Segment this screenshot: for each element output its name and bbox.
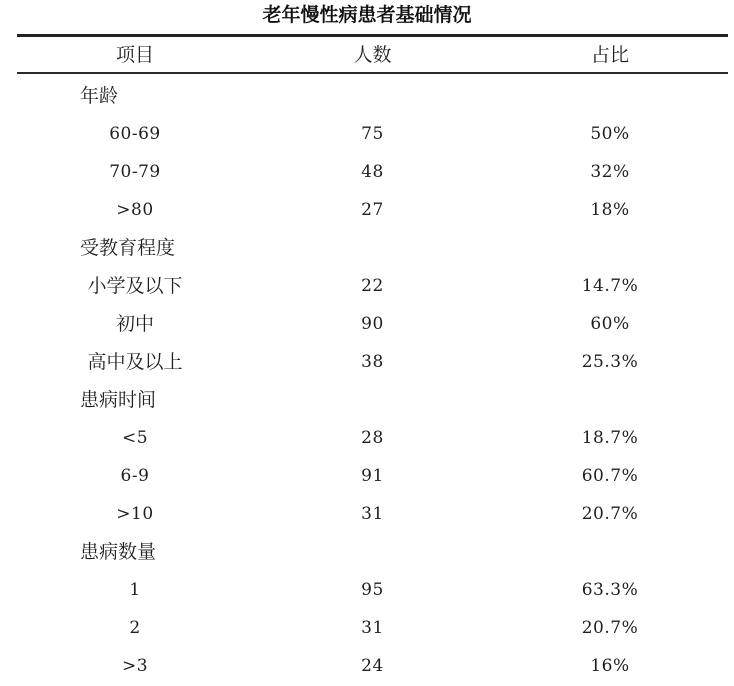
table-row (0, 572, 734, 610)
table-row-group-duration (0, 382, 734, 420)
row-count: 48 (361, 162, 384, 182)
table-row (0, 458, 734, 496)
row-count: 31 (361, 618, 384, 638)
header-ratio: 占比 (590, 44, 629, 66)
row-item: 初中 (115, 313, 154, 335)
row-ratio: 60% (590, 314, 630, 334)
row-ratio: 18% (590, 200, 630, 220)
table-row (0, 154, 734, 192)
row-count: 38 (361, 352, 384, 372)
row-count: 75 (361, 124, 384, 144)
row-count: 91 (361, 466, 384, 486)
row-ratio: 25.3% (581, 352, 639, 372)
header-item: 项目 (115, 44, 154, 66)
row-item: 60-69 (109, 124, 161, 144)
row-item: >80 (116, 200, 154, 220)
row-count: 95 (361, 580, 384, 600)
row-ratio: 63.3% (581, 580, 639, 600)
header-count: 人数 (353, 44, 392, 66)
row-item: 小学及以下 (87, 275, 183, 297)
table-row-group-disease-count (0, 534, 734, 572)
row-ratio: 50% (590, 124, 630, 144)
table-row (0, 648, 734, 686)
row-item: 2 (129, 618, 141, 638)
table-row (0, 192, 734, 230)
group-label-age: 年龄 (80, 85, 119, 107)
table-row-group-age (0, 78, 734, 116)
row-ratio: 18.7% (581, 428, 639, 448)
row-count: 90 (361, 314, 384, 334)
group-label-education: 受教育程度 (80, 237, 176, 259)
row-ratio: 32% (590, 162, 630, 182)
group-label-duration: 患病时间 (80, 389, 157, 411)
table-top-rule (17, 34, 728, 37)
table-header-row (0, 38, 734, 72)
row-item: >3 (121, 656, 149, 676)
table-title: 老年慢性病患者基础情况 (262, 4, 472, 26)
row-count: 27 (361, 200, 384, 220)
table-body (0, 78, 734, 686)
row-count: 24 (361, 656, 384, 676)
group-label-disease-count: 患病数量 (80, 541, 157, 563)
row-item: 1 (129, 580, 141, 600)
table-row-group-education (0, 230, 734, 268)
row-item: <5 (121, 428, 149, 448)
table-row (0, 420, 734, 458)
table-row (0, 268, 734, 306)
table-row (0, 344, 734, 382)
table-row (0, 496, 734, 534)
row-count: 22 (361, 276, 384, 296)
row-ratio: 14.7% (581, 276, 639, 296)
row-item: 6-9 (120, 466, 150, 486)
table-header-rule (17, 72, 728, 74)
row-item: 高中及以上 (87, 351, 183, 373)
row-ratio: 20.7% (581, 504, 639, 524)
row-ratio: 20.7% (581, 618, 639, 638)
row-count: 28 (361, 428, 384, 448)
row-ratio: 16% (590, 656, 630, 676)
table-row (0, 306, 734, 344)
row-item: >10 (116, 504, 154, 524)
row-ratio: 60.7% (581, 466, 639, 486)
row-count: 31 (361, 504, 384, 524)
table-row (0, 610, 734, 648)
row-item: 70-79 (109, 162, 161, 182)
table-row (0, 116, 734, 154)
